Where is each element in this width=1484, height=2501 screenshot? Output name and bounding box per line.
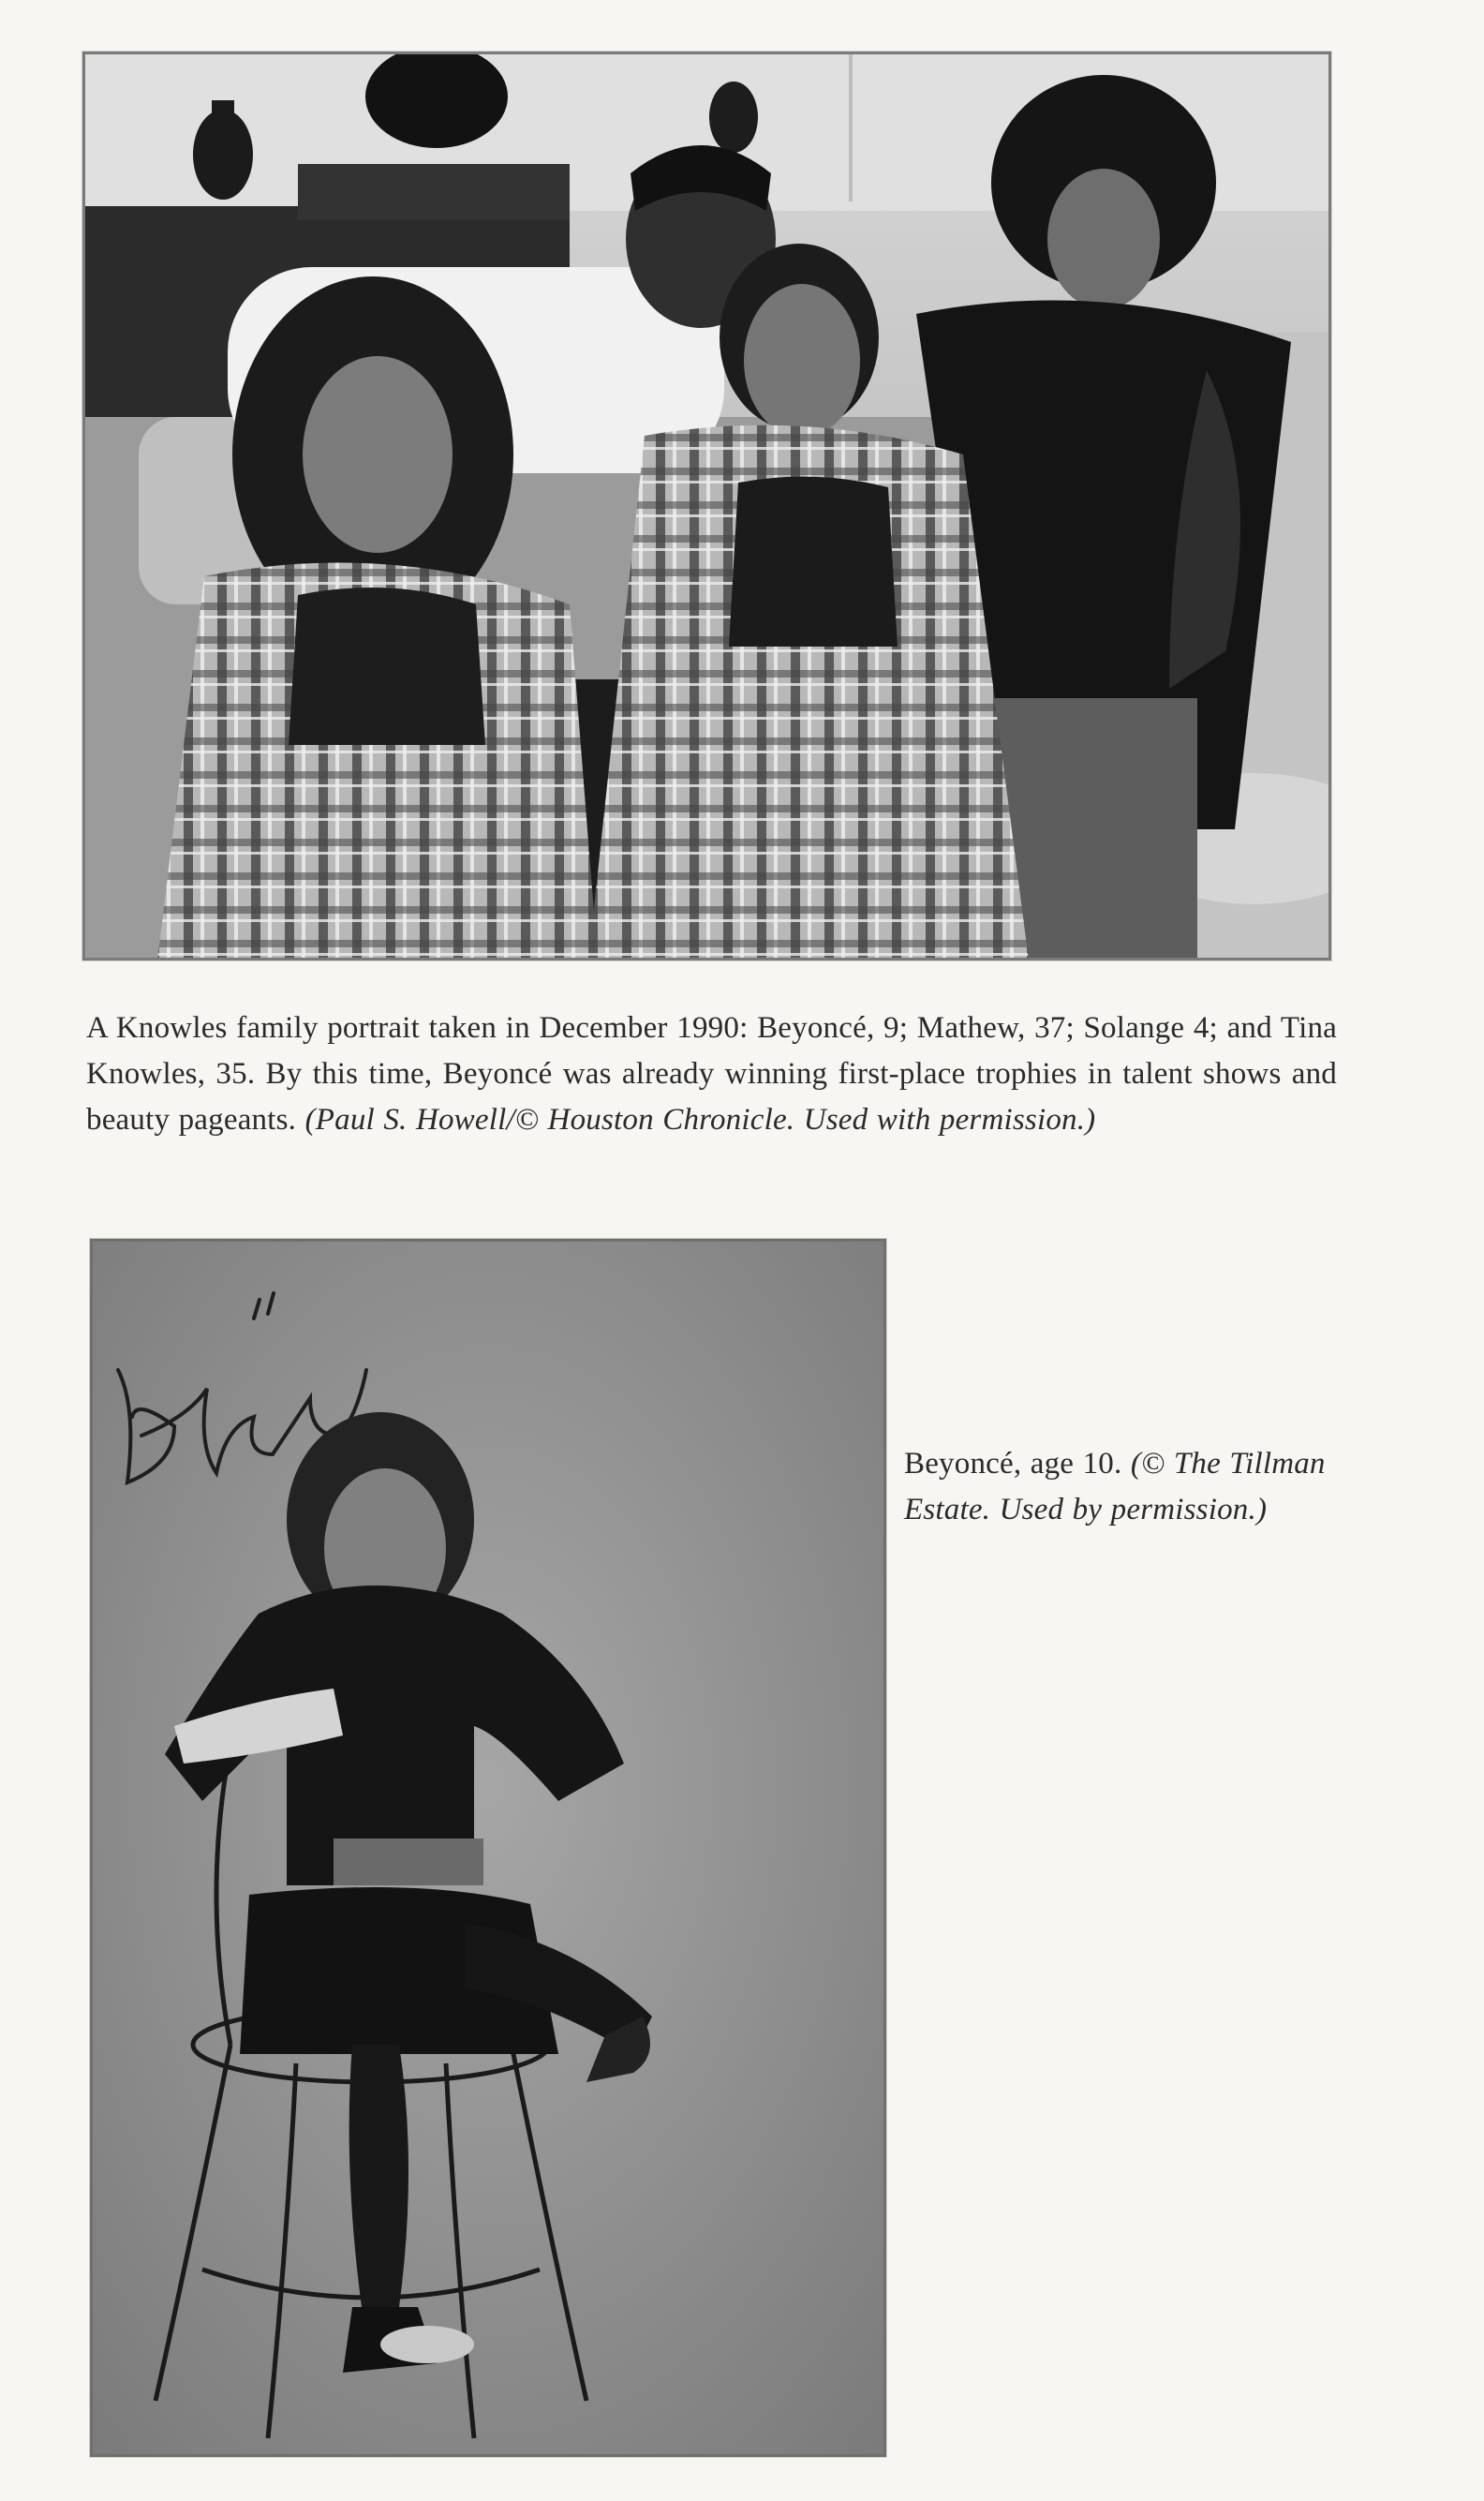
beyonce-age-10-photo [90, 1239, 886, 2457]
family-portrait-illustration [82, 52, 1331, 960]
beyonce-age-10-illustration [90, 1239, 886, 2457]
beyonce-age-10-caption-credit: (© The Tillman Estate. Used by permission.) [904, 1447, 1326, 1526]
beyonce-age-10-caption-text: Beyoncé, age 10. [904, 1447, 1122, 1481]
family-portrait-caption-text: A Knowles family portrait taken in December 1990: Beyoncé, 9; Mathew, 37; Solange 4; and Tina Knowles, 35. By this time, Beyoncé was already winning first-place trophies in talent shows and beauty pageants. [86, 1011, 1337, 1137]
family-portrait-caption [86, 1005, 1337, 1143]
beyonce-age-10-caption [904, 1441, 1373, 1533]
family-portrait-caption-credit: (Paul S. Howell/© Houston Chronicle. Used with permission.) [304, 1103, 1096, 1137]
family-portrait-photo [82, 52, 1331, 960]
